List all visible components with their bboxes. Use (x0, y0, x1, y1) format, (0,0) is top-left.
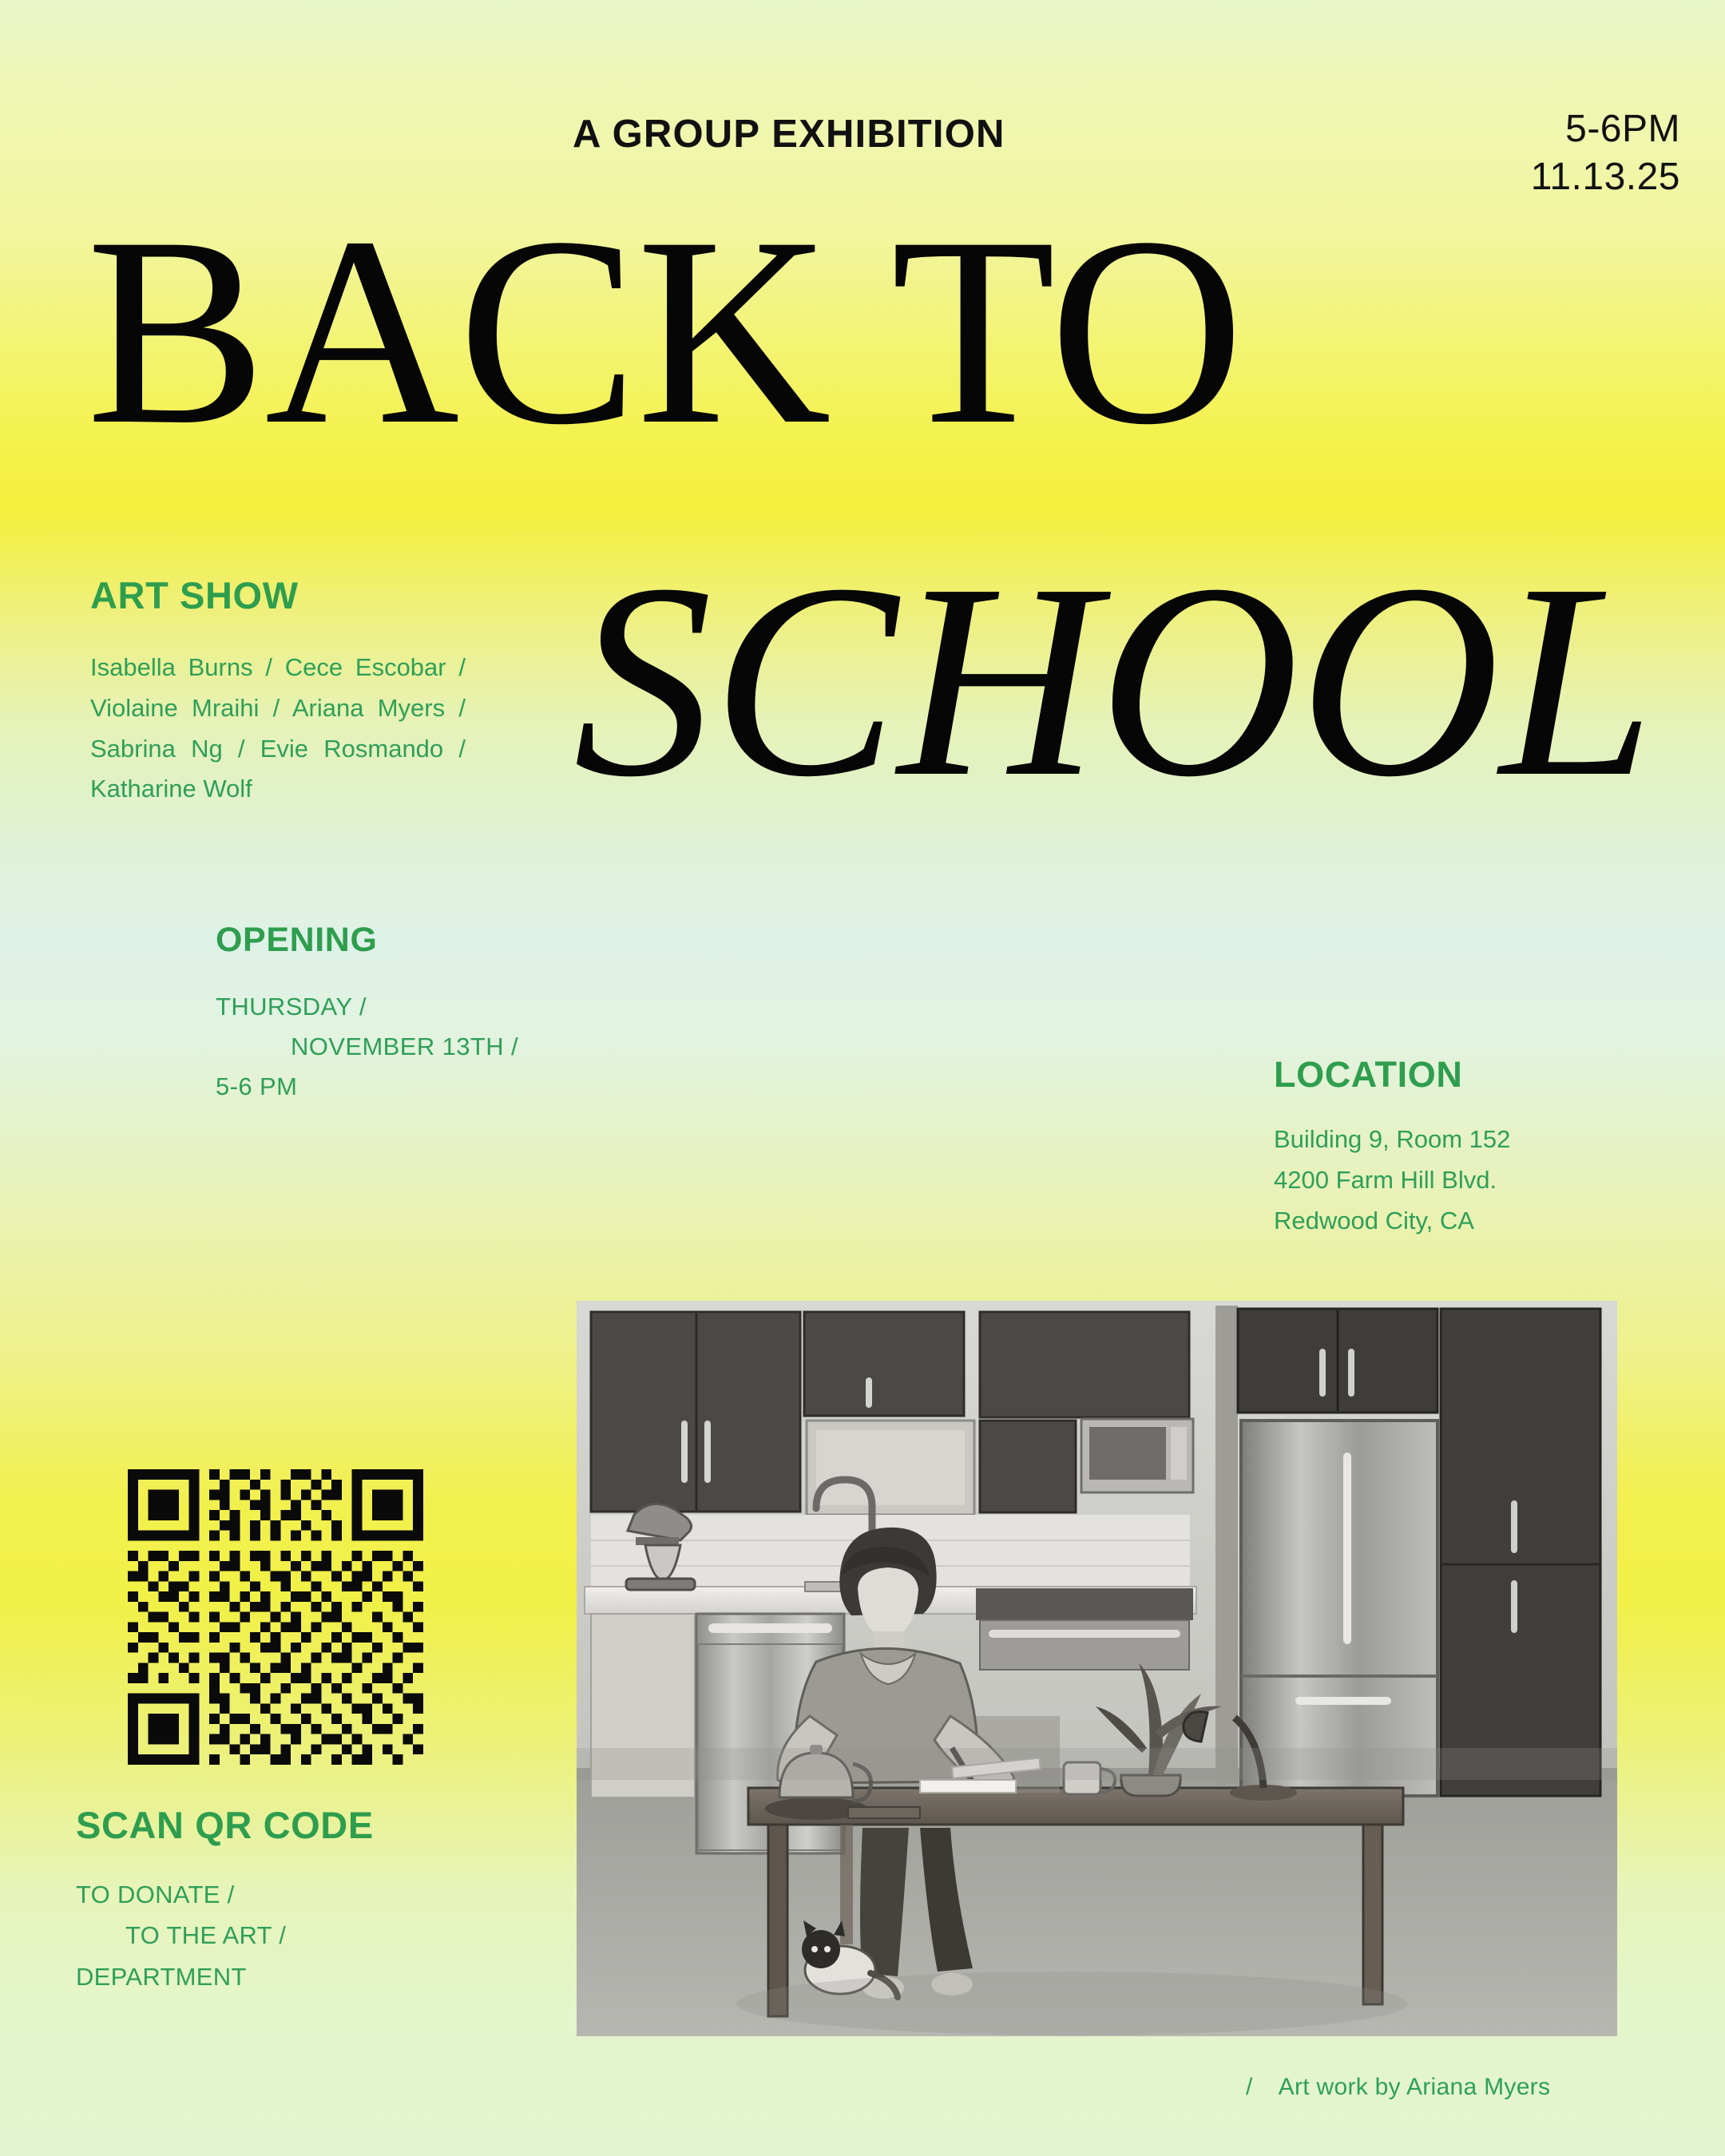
scan-qr-details (76, 1874, 523, 1997)
art-show-heading: ART SHOW (90, 574, 299, 616)
location-line-2: 4200 Farm Hill Blvd. (1274, 1165, 1497, 1194)
art-show-artists: Isabella Burns / Cece Escobar / Violaine Mraihi / Ariana Myers / Sabrina Ng / Evie Rosmando / Katharine Wolf (90, 653, 466, 803)
scan-qr-line-1: TO DONATE / (76, 1881, 235, 1908)
artwork-credit (1246, 2074, 1550, 2101)
scan-qr-heading: SCAN QR CODE (76, 1804, 374, 1846)
opening-line-3: 5-6 PM (216, 1072, 298, 1101)
qr-code-icon[interactable] (128, 1469, 423, 1765)
credit-text: Art work by Ariana Myers (1278, 2074, 1551, 2100)
scan-qr-line-3: DEPARTMENT (76, 1962, 247, 1991)
event-date: 11.13.25 (1530, 156, 1680, 199)
event-time: 5-6PM (1565, 108, 1680, 150)
opening-details (216, 987, 599, 1108)
scan-qr-block (76, 1803, 523, 1997)
location-details (1274, 1120, 1649, 1241)
opening-heading: OPENING (216, 921, 378, 959)
scan-qr-line-2: TO THE ART / (125, 1921, 287, 1950)
page-title-line2: SCHOOL (573, 527, 1655, 834)
location-line-3: Redwood City, CA (1274, 1206, 1474, 1235)
opening-line-2: NOVEMBER 13TH / (291, 1032, 519, 1061)
opening-block (216, 921, 599, 1108)
page-title-line1: BACK TO (86, 182, 1243, 481)
opening-line-1: THURSDAY / (216, 993, 367, 1021)
location-block (1274, 1054, 1649, 1241)
credit-slash: / (1246, 2074, 1253, 2100)
art-show-block (90, 573, 466, 810)
location-heading: LOCATION (1274, 1054, 1463, 1095)
event-time-date (1531, 105, 1680, 202)
kicker-group-exhibition: A GROUP EXHIBITION (573, 113, 1005, 156)
artwork-image (577, 1301, 1617, 2036)
location-line-1: Building 9, Room 152 (1274, 1125, 1511, 1153)
